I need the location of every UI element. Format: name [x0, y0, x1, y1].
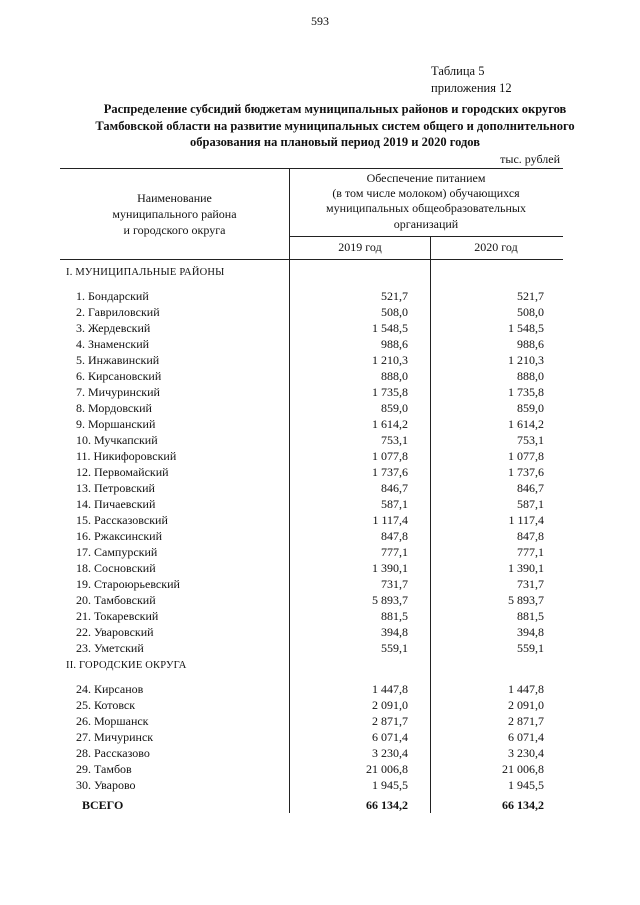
value-2020: 1 737,6 — [508, 465, 544, 479]
row-name: 13. Петровский — [76, 481, 155, 495]
table-row — [0, 593, 640, 609]
table-row — [0, 449, 640, 465]
row-name: 19. Староюрьевский — [76, 577, 180, 591]
table-row — [0, 321, 640, 337]
row-name: 20. Тамбовский — [76, 593, 156, 607]
value-2019: 508,0 — [381, 305, 408, 319]
table-row — [0, 417, 640, 433]
value-2019: 394,8 — [381, 625, 408, 639]
row-name: 17. Сампурский — [76, 545, 158, 559]
title-line: Тамбовской области на развитие муниципальных систем общего и дополнительного — [95, 118, 575, 133]
table-row — [0, 529, 640, 545]
value-2020: 1 390,1 — [508, 561, 544, 575]
value-2020: 559,1 — [517, 641, 544, 655]
appendix-label: приложения 12 — [431, 81, 512, 95]
table-row — [0, 337, 640, 353]
value-2019: 753,1 — [381, 433, 408, 447]
value-2019: 2 091,0 — [372, 698, 408, 712]
table-row — [0, 369, 640, 385]
value-2019: 6 071,4 — [372, 730, 408, 744]
value-2019: 888,0 — [381, 369, 408, 383]
units-label: тыс. рублей — [500, 152, 560, 166]
value-2020: 1 614,2 — [508, 417, 544, 431]
row-name: 6. Кирсановский — [76, 369, 162, 383]
row-name: 14. Пичаевский — [76, 497, 156, 511]
value-2019: 988,6 — [381, 337, 408, 351]
value-2020: 1 447,8 — [508, 682, 544, 696]
table-label: Таблица 5 — [431, 64, 485, 78]
value-2019: 1 390,1 — [372, 561, 408, 575]
value-2020: 1 548,5 — [508, 321, 544, 335]
value-2019: 5 893,7 — [372, 593, 408, 607]
table-row — [0, 682, 640, 698]
header-text: муниципальных общеобразовательных — [326, 201, 526, 216]
table-row — [0, 545, 640, 561]
row-name: 23. Уметский — [76, 641, 144, 655]
page-number: 593 — [311, 14, 329, 28]
row-name: 11. Никифоровский — [76, 449, 177, 463]
row-name: 1. Бондарский — [76, 289, 149, 303]
value-2019: 847,8 — [381, 529, 408, 543]
section-districts-heading: I. МУНИЦИПАЛЬНЫЕ РАЙОНЫ — [66, 267, 225, 278]
value-2020: 988,6 — [517, 337, 544, 351]
row-name: 18. Сосновский — [76, 561, 156, 575]
row-name: 10. Мучкапский — [76, 433, 158, 447]
row-name: 16. Ржаксинский — [76, 529, 162, 543]
value-2019: 21 006,8 — [366, 762, 408, 776]
table-row — [0, 433, 640, 449]
value-2020: 5 893,7 — [508, 593, 544, 607]
value-2019: 2 871,7 — [372, 714, 408, 728]
value-2020: 846,7 — [517, 481, 544, 495]
table-row — [0, 305, 640, 321]
table-row — [0, 289, 640, 305]
table-row — [0, 778, 640, 794]
header-bottom-rule — [60, 259, 563, 260]
value-2020: 587,1 — [517, 497, 544, 511]
value-2019: 521,7 — [381, 289, 408, 303]
value-2019: 1 737,6 — [372, 465, 408, 479]
header-text: и городского округа — [123, 223, 226, 237]
table-row — [0, 513, 640, 529]
row-name: 4. Знаменский — [76, 337, 150, 351]
row-name: 12. Первомайский — [76, 465, 169, 479]
table-top-rule — [60, 168, 563, 169]
value-2020: 2 091,0 — [508, 698, 544, 712]
value-2020: 1 210,3 — [508, 353, 544, 367]
value-2019: 859,0 — [381, 401, 408, 415]
table-row — [0, 353, 640, 369]
value-2019: 587,1 — [381, 497, 408, 511]
header-year-2020: 2020 год — [474, 240, 518, 254]
table-row — [0, 385, 640, 401]
table-row — [0, 698, 640, 714]
row-name: 27. Мичуринск — [76, 730, 154, 744]
value-2020: 394,8 — [517, 625, 544, 639]
value-2020: 731,7 — [517, 577, 544, 591]
table-row — [0, 465, 640, 481]
value-2019: 1 447,8 — [372, 682, 408, 696]
value-2019: 1 210,3 — [372, 353, 408, 367]
header-text: муниципального района — [112, 207, 237, 221]
value-2019: 559,1 — [381, 641, 408, 655]
value-2019: 777,1 — [381, 545, 408, 559]
value-2020: 3 230,4 — [508, 746, 544, 760]
total-label: ВСЕГО — [82, 798, 124, 812]
row-name: 2. Гавриловский — [76, 305, 160, 319]
document-title — [60, 101, 610, 151]
value-2019: 1 614,2 — [372, 417, 408, 431]
header-text: Наименование — [137, 191, 212, 205]
row-name: 21. Токаревский — [76, 609, 159, 623]
title-line: образования на плановый период 2019 и 2020 годов — [190, 135, 480, 149]
table-row — [0, 481, 640, 497]
value-2020: 2 871,7 — [508, 714, 544, 728]
value-2019: 1 548,5 — [372, 321, 408, 335]
total-2019: 66 134,2 — [366, 798, 408, 812]
value-2019: 1 077,8 — [372, 449, 408, 463]
row-name: 8. Мордовский — [76, 401, 152, 415]
value-2020: 521,7 — [517, 289, 544, 303]
table-row — [0, 401, 640, 417]
row-name: 28. Рассказово — [76, 746, 150, 760]
row-name: 15. Рассказовский — [76, 513, 168, 527]
row-name: 5. Инжавинский — [76, 353, 160, 367]
table-row — [0, 561, 640, 577]
value-2019: 881,5 — [381, 609, 408, 623]
row-name: 3. Жердевский — [76, 321, 151, 335]
value-2020: 1 077,8 — [508, 449, 544, 463]
table-row — [0, 746, 640, 762]
value-2020: 888,0 — [517, 369, 544, 383]
header-mid-rule — [290, 236, 563, 237]
value-2020: 847,8 — [517, 529, 544, 543]
table-row — [0, 762, 640, 778]
value-2020: 859,0 — [517, 401, 544, 415]
header-name-column — [62, 190, 287, 238]
row-name: 29. Тамбов — [76, 762, 132, 776]
row-name: 26. Моршанск — [76, 714, 149, 728]
header-text: Обеспечение питанием — [366, 171, 486, 185]
value-2020: 1 945,5 — [508, 778, 544, 792]
value-2019: 731,7 — [381, 577, 408, 591]
row-name: 30. Уварово — [76, 778, 136, 792]
row-name: 9. Моршанский — [76, 417, 156, 431]
value-2019: 1 117,4 — [372, 513, 408, 527]
header-group-column — [290, 171, 562, 232]
title-line: Распределение субсидий бюджетам муниципальных районов и городских округов — [103, 102, 567, 116]
value-2019: 846,7 — [381, 481, 408, 495]
row-name: 7. Мичуринский — [76, 385, 160, 399]
table-row — [0, 641, 640, 657]
total-2020: 66 134,2 — [502, 798, 544, 812]
value-2020: 1 117,4 — [508, 513, 544, 527]
value-2020: 6 071,4 — [508, 730, 544, 744]
table-row — [0, 714, 640, 730]
row-name: 25. Котовск — [76, 698, 136, 712]
table-row — [0, 625, 640, 641]
value-2019: 1 735,8 — [372, 385, 408, 399]
value-2019: 3 230,4 — [372, 746, 408, 760]
table-row — [0, 609, 640, 625]
value-2019: 1 945,5 — [372, 778, 408, 792]
value-2020: 1 735,8 — [508, 385, 544, 399]
table-row — [0, 577, 640, 593]
table-row — [0, 730, 640, 746]
section-cities-heading: II. ГОРОДСКИЕ ОКРУГА — [66, 660, 187, 671]
value-2020: 753,1 — [517, 433, 544, 447]
value-2020: 508,0 — [517, 305, 544, 319]
row-name: 24. Кирсанов — [76, 682, 144, 696]
header-text: организаций — [393, 216, 459, 231]
row-name: 22. Уваровский — [76, 625, 154, 639]
value-2020: 21 006,8 — [502, 762, 544, 776]
value-2020: 777,1 — [517, 545, 544, 559]
value-2020: 881,5 — [517, 609, 544, 623]
header-text: (в том числе молоком) обучающихся — [332, 186, 520, 201]
table-row — [0, 497, 640, 513]
header-year-2019: 2019 год — [338, 240, 382, 254]
